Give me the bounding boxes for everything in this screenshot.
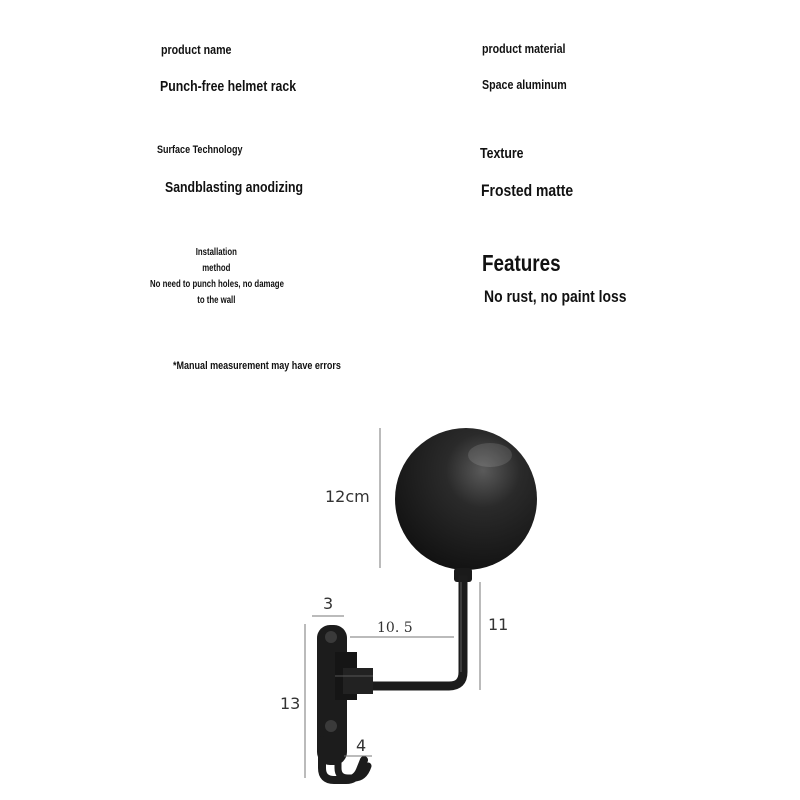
- texture-value: Frosted matte: [481, 181, 574, 200]
- dim-arm-length: 10. 5: [377, 620, 413, 636]
- product-name-value: Punch-free helmet rack: [160, 78, 297, 95]
- product-name-label: product name: [161, 42, 232, 57]
- dim-base-width: 3: [323, 594, 334, 613]
- product-material-label: product material: [482, 41, 566, 56]
- measurement-note: *Manual measurement may have errors: [173, 360, 341, 372]
- dim-base-height: 13: [280, 694, 301, 713]
- surface-technology-value: Sandblasting anodizing: [165, 179, 304, 196]
- dim-hook-depth: 4: [356, 736, 367, 755]
- surface-technology-label: Surface Technology: [157, 144, 243, 156]
- texture-label: Texture: [480, 145, 524, 162]
- product-material-value: Space aluminum: [482, 77, 567, 92]
- installation-label-line2: method: [202, 263, 231, 274]
- dim-arm-height: 11: [488, 615, 509, 634]
- installation-value-line1: No need to punch holes, no damage: [150, 279, 284, 290]
- ball-head: [395, 428, 537, 570]
- dim-ball-diameter: 12cm: [325, 487, 370, 506]
- installation-value-line2: to the wall: [197, 295, 236, 306]
- installation-label-line1: Installation: [195, 247, 237, 258]
- features-value: No rust, no paint loss: [484, 287, 627, 306]
- features-label: Features: [482, 250, 561, 276]
